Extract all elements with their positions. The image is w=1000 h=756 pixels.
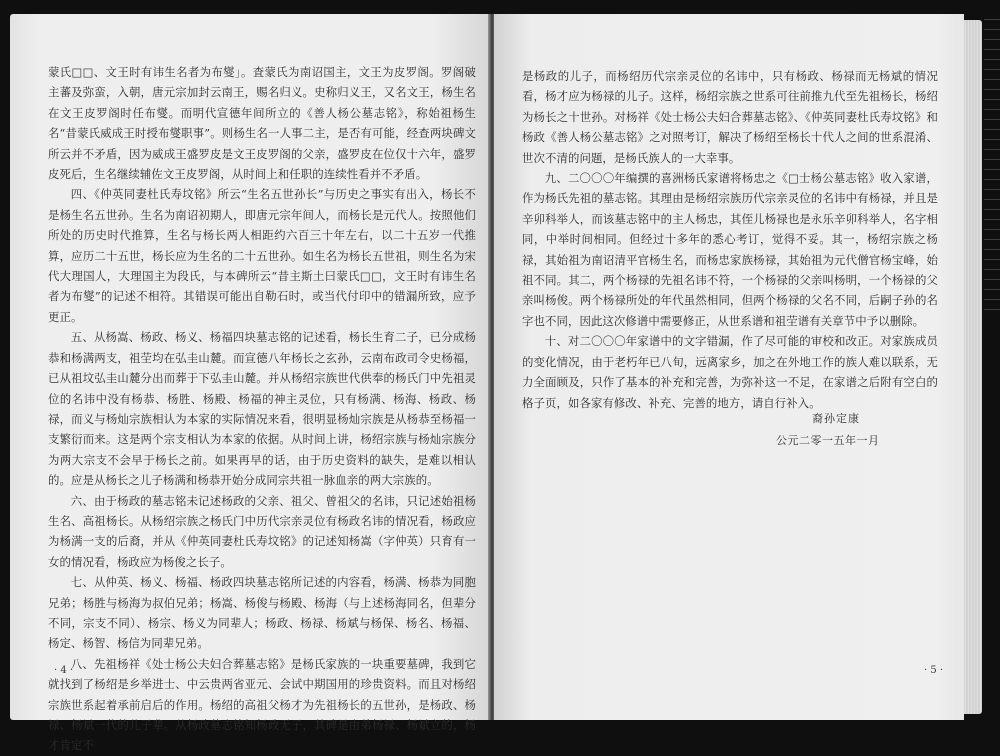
- page-number: · 4 ·: [54, 665, 74, 676]
- left-page-text: [48, 62, 476, 756]
- page-number: · 5 ·: [924, 665, 944, 676]
- paragraph: 八、先祖杨祥《处士杨公夫妇合葬墓志铭》是杨氏家族的一块重要墓碑，我到它就找到了杨绍是乡举进士、中云贵两省亚元、会试中期国用的珍贵资料。而且对杨绍宗族世系起着承前启后的作用。杨绍的高祖父杨才为先祖杨长的五世孙，是杨政、杨禄、杨斌一代的儿子辈。从杨政墓志铭知杨政无子，其碑是由弟杨禄、杨斌立的，杨才肯定不: [48, 656, 476, 753]
- left-page: [10, 14, 490, 753]
- paragraph: 蒙氏□□、文王时有讳生名者为布燮」。査蒙氏为南诏国主，文王为皮罗阁。罗阁破主蕃及弥蛮，入朝，唐元宗加封云南王，赐名归义。史称归义王，又名文王，杨生名在文王皮罗阁时任布燮。而明代宣德年间所立的《善人杨公墓志铭》，称始祖杨生名“昔蒙氏威成王时授布燮职事”。则杨生名一人事二主，是否有可能，经查两块碑文所云并不矛盾，因为威成王盛罗皮是文王皮罗阁的父亲，盛罗皮在位仅十六年，盛罗皮死后，生名继续辅佐文王皮罗阁，从时间上和任职的连续性看并不矛盾。: [48, 65, 476, 182]
- signature-date: 公元二零一五年一月: [776, 434, 880, 447]
- book-spread: [10, 14, 982, 753]
- paragraph: 四、《仲英同妻杜氏寿坟铭》所云“生名五世孙长”与历史之事实有出入，杨长不是杨生名五世孙。生名为南诏初期人，即唐元宗年间人，而杨长是元代人。按照他们所处的历史时代推算，生名与杨长两人相距约六百三十年左右，以二十五岁一代推算，应历二十五世，杨长应为生名的二十五世孙。如生名为杨长五世祖，则生名为宋代大理国人，大理国主为段氏，与本碑所云“昔主斯土曰蒙氏□□，文王时有讳生名者为布燮”的记述不相符。其错误可能出自勒石时，或当代付印中的错漏所致，应予更正。: [48, 187, 476, 324]
- scanner-ruler: [984, 10, 1000, 310]
- right-page-text: [522, 66, 938, 413]
- paragraph: 九、二〇〇〇年编撰的喜洲杨氏家谱将杨忠之《□士杨公墓志铭》收入家谱，作为杨氏先祖的墓志铭。其理由是杨绍宗族历代宗亲灵位的名讳中有杨禄，并且是辛卯科举人，而该墓志铭中的主人杨忠，其侄儿杨禄也是永乐辛卯科举人，名字相同，中举时间相同。但经过十多年的悉心考订，觉得不妥。其一，杨绍宗族之杨禄，其始祖为南诏清平官杨生名，而杨忠家族杨禄，其始祖为元代僧官杨宝峰，始祖不同。其二，两个杨禄的先祖名讳不符，一个杨禄的父亲叫杨明，一个杨禄的父亲叫杨俊。两个杨禄所处的年代虽然相同，但两个杨禄的父名不同，后嗣子孙的名字也不同，因此这次修谱中需要修正，从世系谱和祖茔谱有关章节中予以删除。: [522, 171, 938, 328]
- paragraph: 十、对二〇〇〇年家谱中的文字错漏，作了尽可能的审校和改正。对家族成员的变化情况，由于老朽年已八旬，远离家乡，加之在外地工作的族人难以联系，无力全面顾及，只作了基本的补充和完善，为弥补这一不足，在家谱之后附有空白的格子页，如各家有修改、补充、完善的地方，请自行补入。: [522, 334, 938, 410]
- page-edges: [964, 20, 982, 714]
- right-page: [494, 14, 964, 720]
- paragraph: 是杨政的儿子，而杨绍历代宗亲灵位的名讳中，只有杨政、杨禄而无杨斌的情况看，杨才应为杨禄的儿子。这样，杨绍宗族之世系可往前推九代至先祖杨长，杨绍为杨长之十世孙。对杨祥《处士杨公夫妇合葬墓志铭》、《仲英同妻杜氏寿坟铭》和杨政《善人杨公墓志铭》之对照考订，解决了杨绍至杨长十代人之间的世系混淆、世次不清的问题，是杨氏族人的一大幸事。: [522, 69, 938, 165]
- paragraph: 六、由于杨政的墓志铭未记述杨政的父亲、祖父、曾祖父的名讳，只记述始祖杨生名、高祖杨长。从杨绍宗族之杨氏门中历代宗亲灵位有杨政名讳的情况看，杨政应为杨满一支的后裔，并从《仲英同妻杜氏寿坟铭》的记述知杨嵩（字仲英）只育有一女的情况看，杨政应为杨俊之长子。: [48, 493, 476, 569]
- paragraph: 五、从杨嵩、杨政、杨义、杨福四块墓志铭的记述看，杨长生育二子，已分成杨恭和杨满两支，祖茔均在弘圭山麓。而宣德八年杨长之玄孙，云南布政司令史杨福，已从祖坟弘圭山麓分出而葬于下弘圭山麓。并从杨绍宗族世代供奉的杨氏门中先祖灵位的名讳中没有杨恭、杨胜、杨殿、杨福的神主灵位，只有杨满、杨海、杨政、杨禄，而义与杨灿宗族相认为本家的实际情况来看，很明显杨灿宗族是从杨恭至杨福一支繁衍而来。这是两个宗支相认为本家的依据。从时间上讲，杨绍宗族与杨灿宗族分为两大宗支不会早于杨长之前。如果再早的话，由于历史资料的缺失，是难以相认的。应是从杨长之儿子杨满和杨恭开始分成同宗共祖一脉血亲的两大宗族的。: [48, 330, 476, 488]
- signature-author: 裔孙定康: [812, 412, 860, 425]
- paragraph: 七、从仲英、杨义、杨福、杨政四块墓志铭所记述的内容看，杨满、杨恭为同胞兄弟；杨胜与杨海为叔伯兄弟；杨嵩、杨俊与杨殿、杨海（与上述杨海同名，但辈分不同，宗支不同）、杨宗、杨义为同辈人；杨政、杨禄、杨斌与杨保、杨名、杨福、杨定、杨智、杨信为同辈兄弟。: [48, 575, 476, 651]
